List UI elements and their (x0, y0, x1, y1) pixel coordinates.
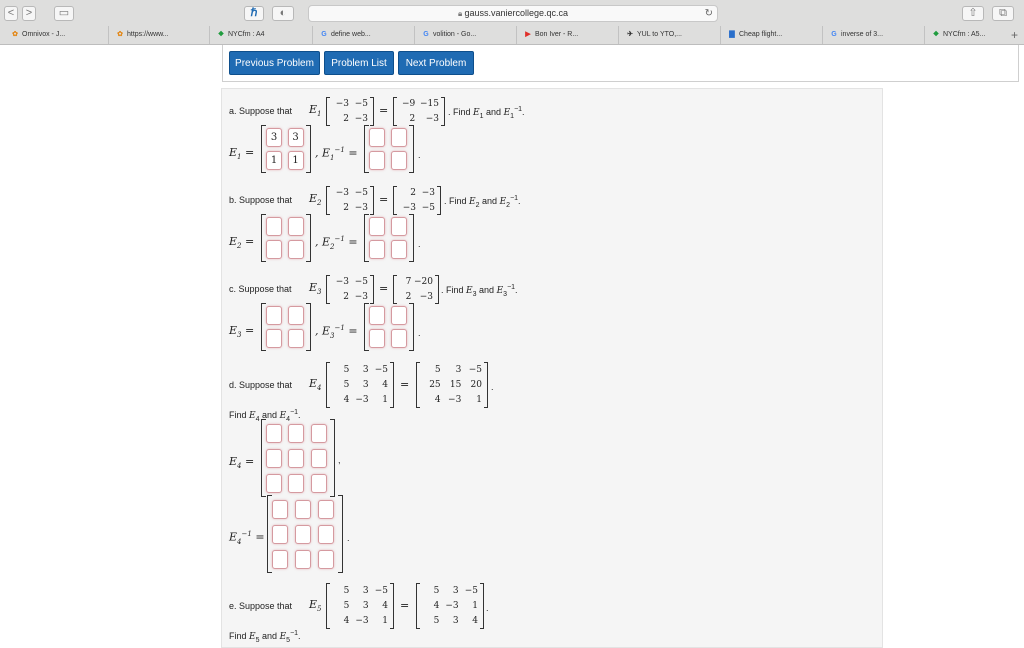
problem-body (221, 88, 883, 648)
matrix-cell: −3 (355, 616, 369, 627)
part-e-matrix-b (416, 583, 484, 629)
part-d-dot-2: . (347, 533, 350, 543)
part-a-matrix-a (326, 97, 374, 126)
matrix-cell: 5 (434, 364, 441, 375)
part-c-answer-e (261, 303, 311, 351)
new-tab-button[interactable]: + (1010, 28, 1018, 42)
answer-input-a-e-2[interactable]: 3 (288, 128, 304, 147)
answer-input-b-inv-1[interactable] (369, 217, 385, 236)
bookmark-label: Bon Iver - R... (535, 31, 579, 38)
part-b-equals: = (379, 193, 389, 206)
answer-input-b-inv-4[interactable] (391, 240, 407, 259)
matrix-cell: −5 (468, 364, 482, 375)
matrix-cell: 2 (343, 202, 349, 213)
matrix-cell: −3 (355, 395, 369, 406)
answer-input-a-inv-2[interactable] (391, 128, 407, 147)
matrix-cell: −3 (335, 99, 349, 110)
part-c-equals: = (379, 282, 389, 295)
answer-input-b-e-1[interactable] (266, 217, 282, 236)
answer-input-d-inv-9[interactable] (318, 550, 334, 569)
part-c-inv-label: , $E_3^{-1}$ = (315, 324, 358, 340)
answer-input-b-inv-2[interactable] (391, 217, 407, 236)
matrix-cell: 2 (343, 291, 349, 302)
matrix-cell: 15 (449, 379, 462, 390)
part-d-e-label: $E_4$ = (229, 455, 255, 471)
bookmark-favicon-icon: ✿ (12, 31, 18, 38)
matrix-cell: 20 (470, 379, 482, 390)
matrix-cell: −3 (445, 600, 459, 611)
answer-input-d-inv-3[interactable] (318, 500, 334, 519)
bookmark-favicon-icon: G (831, 31, 837, 38)
matrix-cell: 1 (472, 600, 478, 611)
url-text: gauss.vaniercollege.qc.ca (464, 8, 569, 18)
answer-input-d-e-3[interactable] (311, 424, 327, 443)
matrix-cell: 3 (362, 585, 369, 596)
part-e-dot: . (486, 603, 489, 613)
matrix-cell: 1 (476, 395, 482, 406)
bookmark-tab[interactable] (924, 26, 1014, 44)
answer-input-a-inv-1[interactable] (369, 128, 385, 147)
answer-input-a-inv-4[interactable] (391, 151, 407, 170)
part-e-find: Find $E_5$ and $E_5^{-1}$. (229, 630, 301, 644)
matrix-cell: −3 (354, 202, 368, 213)
part-d-matrix-a (326, 362, 394, 408)
answer-input-c-e-3[interactable] (266, 329, 282, 348)
matrix-cell: 1 (382, 395, 388, 406)
matrix-cell: 4 (434, 395, 441, 406)
matrix-cell: −5 (354, 99, 368, 110)
bookmark-favicon-icon: ❖ (217, 31, 225, 38)
problem-list-button[interactable]: Problem List (324, 51, 394, 75)
matrix-cell: 2 (409, 113, 416, 124)
part-c-find: . Find $E_3$ and $E_3^{-1}$. (441, 284, 518, 298)
answer-input-a-e-1[interactable]: 3 (266, 128, 282, 147)
bookmark-favicon-icon: ▇ (729, 31, 735, 38)
bookmark-favicon-icon: ▶ (525, 31, 531, 38)
part-a-answer-e (261, 125, 311, 173)
bookmark-label: Cheap flight... (739, 31, 783, 38)
part-d-e: $E_4$ (309, 377, 322, 393)
answer-input-d-e-9[interactable] (311, 474, 327, 493)
matrix-cell: −3 (419, 291, 433, 302)
matrix-cell: 5 (343, 585, 350, 596)
matrix-cell: 2 (405, 291, 412, 302)
bookmark-label: NYCfm : A4 (228, 31, 265, 38)
answer-input-c-inv-4[interactable] (391, 329, 407, 348)
bookmark-tab[interactable] (516, 26, 618, 44)
shield-icon[interactable]: ◐ (272, 6, 294, 21)
next-problem-button[interactable]: Next Problem (398, 51, 474, 75)
bookmark-favicon-icon: ❖ (932, 31, 940, 38)
answer-input-c-e-1[interactable] (266, 306, 282, 325)
part-b-find: . Find $E_2$ and $E_2^{-1}$. (444, 195, 521, 209)
matrix-cell: 4 (382, 379, 388, 390)
part-b-answer-e (261, 214, 311, 262)
bookmark-label: inverse of 3... (841, 31, 884, 38)
part-b-e-label: $E_2$ = (229, 235, 255, 251)
part-a-dot: . (418, 150, 421, 160)
matrix-cell: −20 (413, 277, 433, 288)
answer-input-d-e-7[interactable] (266, 474, 282, 493)
part-a-equals: = (379, 104, 389, 117)
part-e-e: $E_5$ (309, 598, 322, 614)
part-b-matrix-a (326, 186, 374, 215)
bookmark-label: YUL to YTO,... (637, 31, 683, 38)
answer-input-d-e-2[interactable] (288, 424, 304, 443)
part-a-e-label: $E_1$ = (229, 146, 255, 162)
matrix-cell: −5 (374, 585, 388, 596)
matrix-cell: 4 (472, 616, 478, 627)
bookmark-label: Omnivox - J... (22, 31, 66, 38)
answer-input-c-e-2[interactable] (288, 306, 304, 325)
part-b-e: $E_2$ (309, 192, 322, 208)
part-c-dot: . (418, 328, 421, 338)
answer-input-a-inv-3[interactable] (369, 151, 385, 170)
part-c-answer-inv (364, 303, 414, 351)
bookmark-label: https://www... (127, 31, 169, 38)
part-c-e: $E_3$ (309, 281, 322, 297)
answer-input-d-inv-4[interactable] (272, 525, 288, 544)
matrix-cell: −3 (425, 113, 439, 124)
part-c-prompt: c. Suppose that (229, 284, 292, 294)
matrix-cell: −15 (420, 99, 439, 110)
answer-input-b-e-4[interactable] (288, 240, 304, 259)
matrix-cell: 3 (452, 616, 459, 627)
matrix-cell: −3 (354, 291, 368, 302)
matrix-cell: −3 (402, 202, 416, 213)
part-c-e-label: $E_3$ = (229, 324, 255, 340)
address-bar[interactable] (308, 5, 718, 22)
bookmark-favicon-icon: ✈ (627, 31, 633, 38)
answer-input-d-inv-2[interactable] (295, 500, 311, 519)
bookmark-label: define web... (331, 31, 371, 38)
answer-input-b-e-3[interactable] (266, 240, 282, 259)
previous-problem-button[interactable]: Previous Problem (229, 51, 320, 75)
part-d-matrix-b (416, 362, 488, 408)
matrix-cell: −3 (448, 395, 462, 406)
back-button[interactable]: < (4, 6, 18, 21)
part-d-answer-inv (267, 495, 343, 573)
part-e-equals: = (400, 599, 410, 612)
matrix-cell: 3 (452, 585, 459, 596)
answer-input-c-inv-3[interactable] (369, 329, 385, 348)
matrix-cell: 4 (382, 600, 388, 611)
answer-input-b-inv-3[interactable] (369, 240, 385, 259)
part-d-comma: , (338, 455, 341, 465)
part-b-inv-label: , $E_2^{-1}$ = (315, 235, 358, 251)
part-e-matrix-a (326, 583, 394, 629)
bookmark-favicon-icon: G (321, 31, 327, 38)
answer-input-a-e-3[interactable]: 1 (266, 151, 282, 170)
share-icon[interactable]: ⇧ (962, 6, 984, 21)
matrix-cell: 3 (362, 379, 369, 390)
answer-input-d-inv-8[interactable] (295, 550, 311, 569)
bookmark-tab[interactable] (312, 26, 414, 44)
matrix-cell: 3 (362, 364, 369, 375)
answer-input-d-e-4[interactable] (266, 449, 282, 468)
part-d-prompt: d. Suppose that (229, 380, 293, 390)
matrix-cell: 4 (343, 395, 350, 406)
matrix-cell: 5 (343, 600, 350, 611)
bookmark-tab[interactable] (108, 26, 209, 44)
extension-logo-icon[interactable]: ℏ (244, 6, 264, 21)
matrix-cell: −3 (335, 277, 349, 288)
answer-input-d-inv-5[interactable] (295, 525, 311, 544)
matrix-cell: 1 (382, 616, 388, 627)
answer-input-c-e-4[interactable] (288, 329, 304, 348)
part-d-find: Find $E_4$ and $E_4^{-1}$. (229, 409, 301, 423)
bookmark-tab[interactable] (414, 26, 516, 44)
part-b-dot: . (418, 239, 421, 249)
matrix-cell: −3 (335, 188, 349, 199)
answer-input-c-inv-2[interactable] (391, 306, 407, 325)
answer-input-d-e-6[interactable] (311, 449, 327, 468)
bookmark-tab[interactable] (4, 26, 108, 44)
bookmark-favicon-icon: ✿ (117, 31, 123, 38)
bookmark-label: NYCfm : A5... (943, 31, 986, 38)
part-c-matrix-a (326, 275, 374, 304)
matrix-cell: −3 (421, 188, 435, 199)
answer-input-a-e-4[interactable]: 1 (288, 151, 304, 170)
matrix-cell: 2 (410, 188, 416, 199)
sidebar-icon[interactable]: ▭ (54, 6, 74, 21)
answer-input-c-inv-1[interactable] (369, 306, 385, 325)
bookmark-favicon-icon: G (423, 31, 429, 38)
answer-input-d-e-8[interactable] (288, 474, 304, 493)
part-a-e: $E_1$ (309, 103, 322, 119)
part-c-matrix-b (393, 275, 439, 304)
bookmark-tab[interactable] (618, 26, 720, 44)
matrix-cell: 7 (405, 277, 412, 288)
answer-input-d-e-5[interactable] (288, 449, 304, 468)
bookmark-label: volition - Go... (433, 31, 477, 38)
matrix-cell: 4 (343, 616, 350, 627)
browser-chrome (0, 0, 1024, 45)
forward-button[interactable]: > (22, 6, 36, 21)
matrix-cell: −5 (374, 364, 388, 375)
part-d-inv-label: $E_4^{-1}$ = (229, 530, 265, 546)
part-a-answer-inv (364, 125, 414, 173)
matrix-cell: −5 (354, 188, 368, 199)
matrix-cell: 3 (455, 364, 462, 375)
bookmark-tab[interactable] (209, 26, 312, 44)
bookmark-tab[interactable] (822, 26, 924, 44)
part-a-prompt: a. Suppose that (229, 106, 293, 116)
matrix-cell: 5 (343, 379, 350, 390)
part-d-equals: = (400, 378, 410, 391)
part-b-prompt: b. Suppose that (229, 195, 293, 205)
part-b-matrix-b (393, 186, 441, 215)
answer-input-d-inv-7[interactable] (272, 550, 288, 569)
matrix-cell: 5 (433, 616, 440, 627)
matrix-cell: −5 (421, 202, 435, 213)
matrix-cell: 2 (343, 113, 349, 124)
matrix-cell: −5 (464, 585, 478, 596)
problem-nav (222, 45, 1019, 82)
bookmark-tab[interactable] (720, 26, 822, 44)
answer-input-d-inv-1[interactable] (272, 500, 288, 519)
matrix-cell: −5 (354, 277, 368, 288)
matrix-cell: 25 (429, 379, 441, 390)
part-a-matrix-b (393, 97, 445, 126)
part-a-inv-label: , $E_1^{-1}$ = (315, 146, 358, 162)
matrix-cell: −3 (354, 113, 368, 124)
reload-icon[interactable]: ↻ (704, 8, 713, 19)
matrix-cell: 3 (362, 600, 369, 611)
matrix-cell: 4 (433, 600, 440, 611)
part-e-prompt: e. Suppose that (229, 601, 293, 611)
answer-input-b-e-2[interactable] (288, 217, 304, 236)
answer-input-d-e-1[interactable] (266, 424, 282, 443)
tabs-overview-icon[interactable]: ⧉ (992, 6, 1014, 21)
matrix-cell: 5 (343, 364, 350, 375)
part-b-answer-inv (364, 214, 414, 262)
matrix-cell: −9 (401, 99, 416, 110)
answer-input-d-inv-6[interactable] (318, 525, 334, 544)
part-d-answer-e (261, 419, 335, 497)
lock-icon: 🔒︎ (457, 9, 465, 18)
part-a-find: . Find $E_1$ and $E_1^{-1}$. (448, 106, 525, 120)
part-d-dot: . (491, 382, 494, 392)
matrix-cell: 5 (433, 585, 440, 596)
